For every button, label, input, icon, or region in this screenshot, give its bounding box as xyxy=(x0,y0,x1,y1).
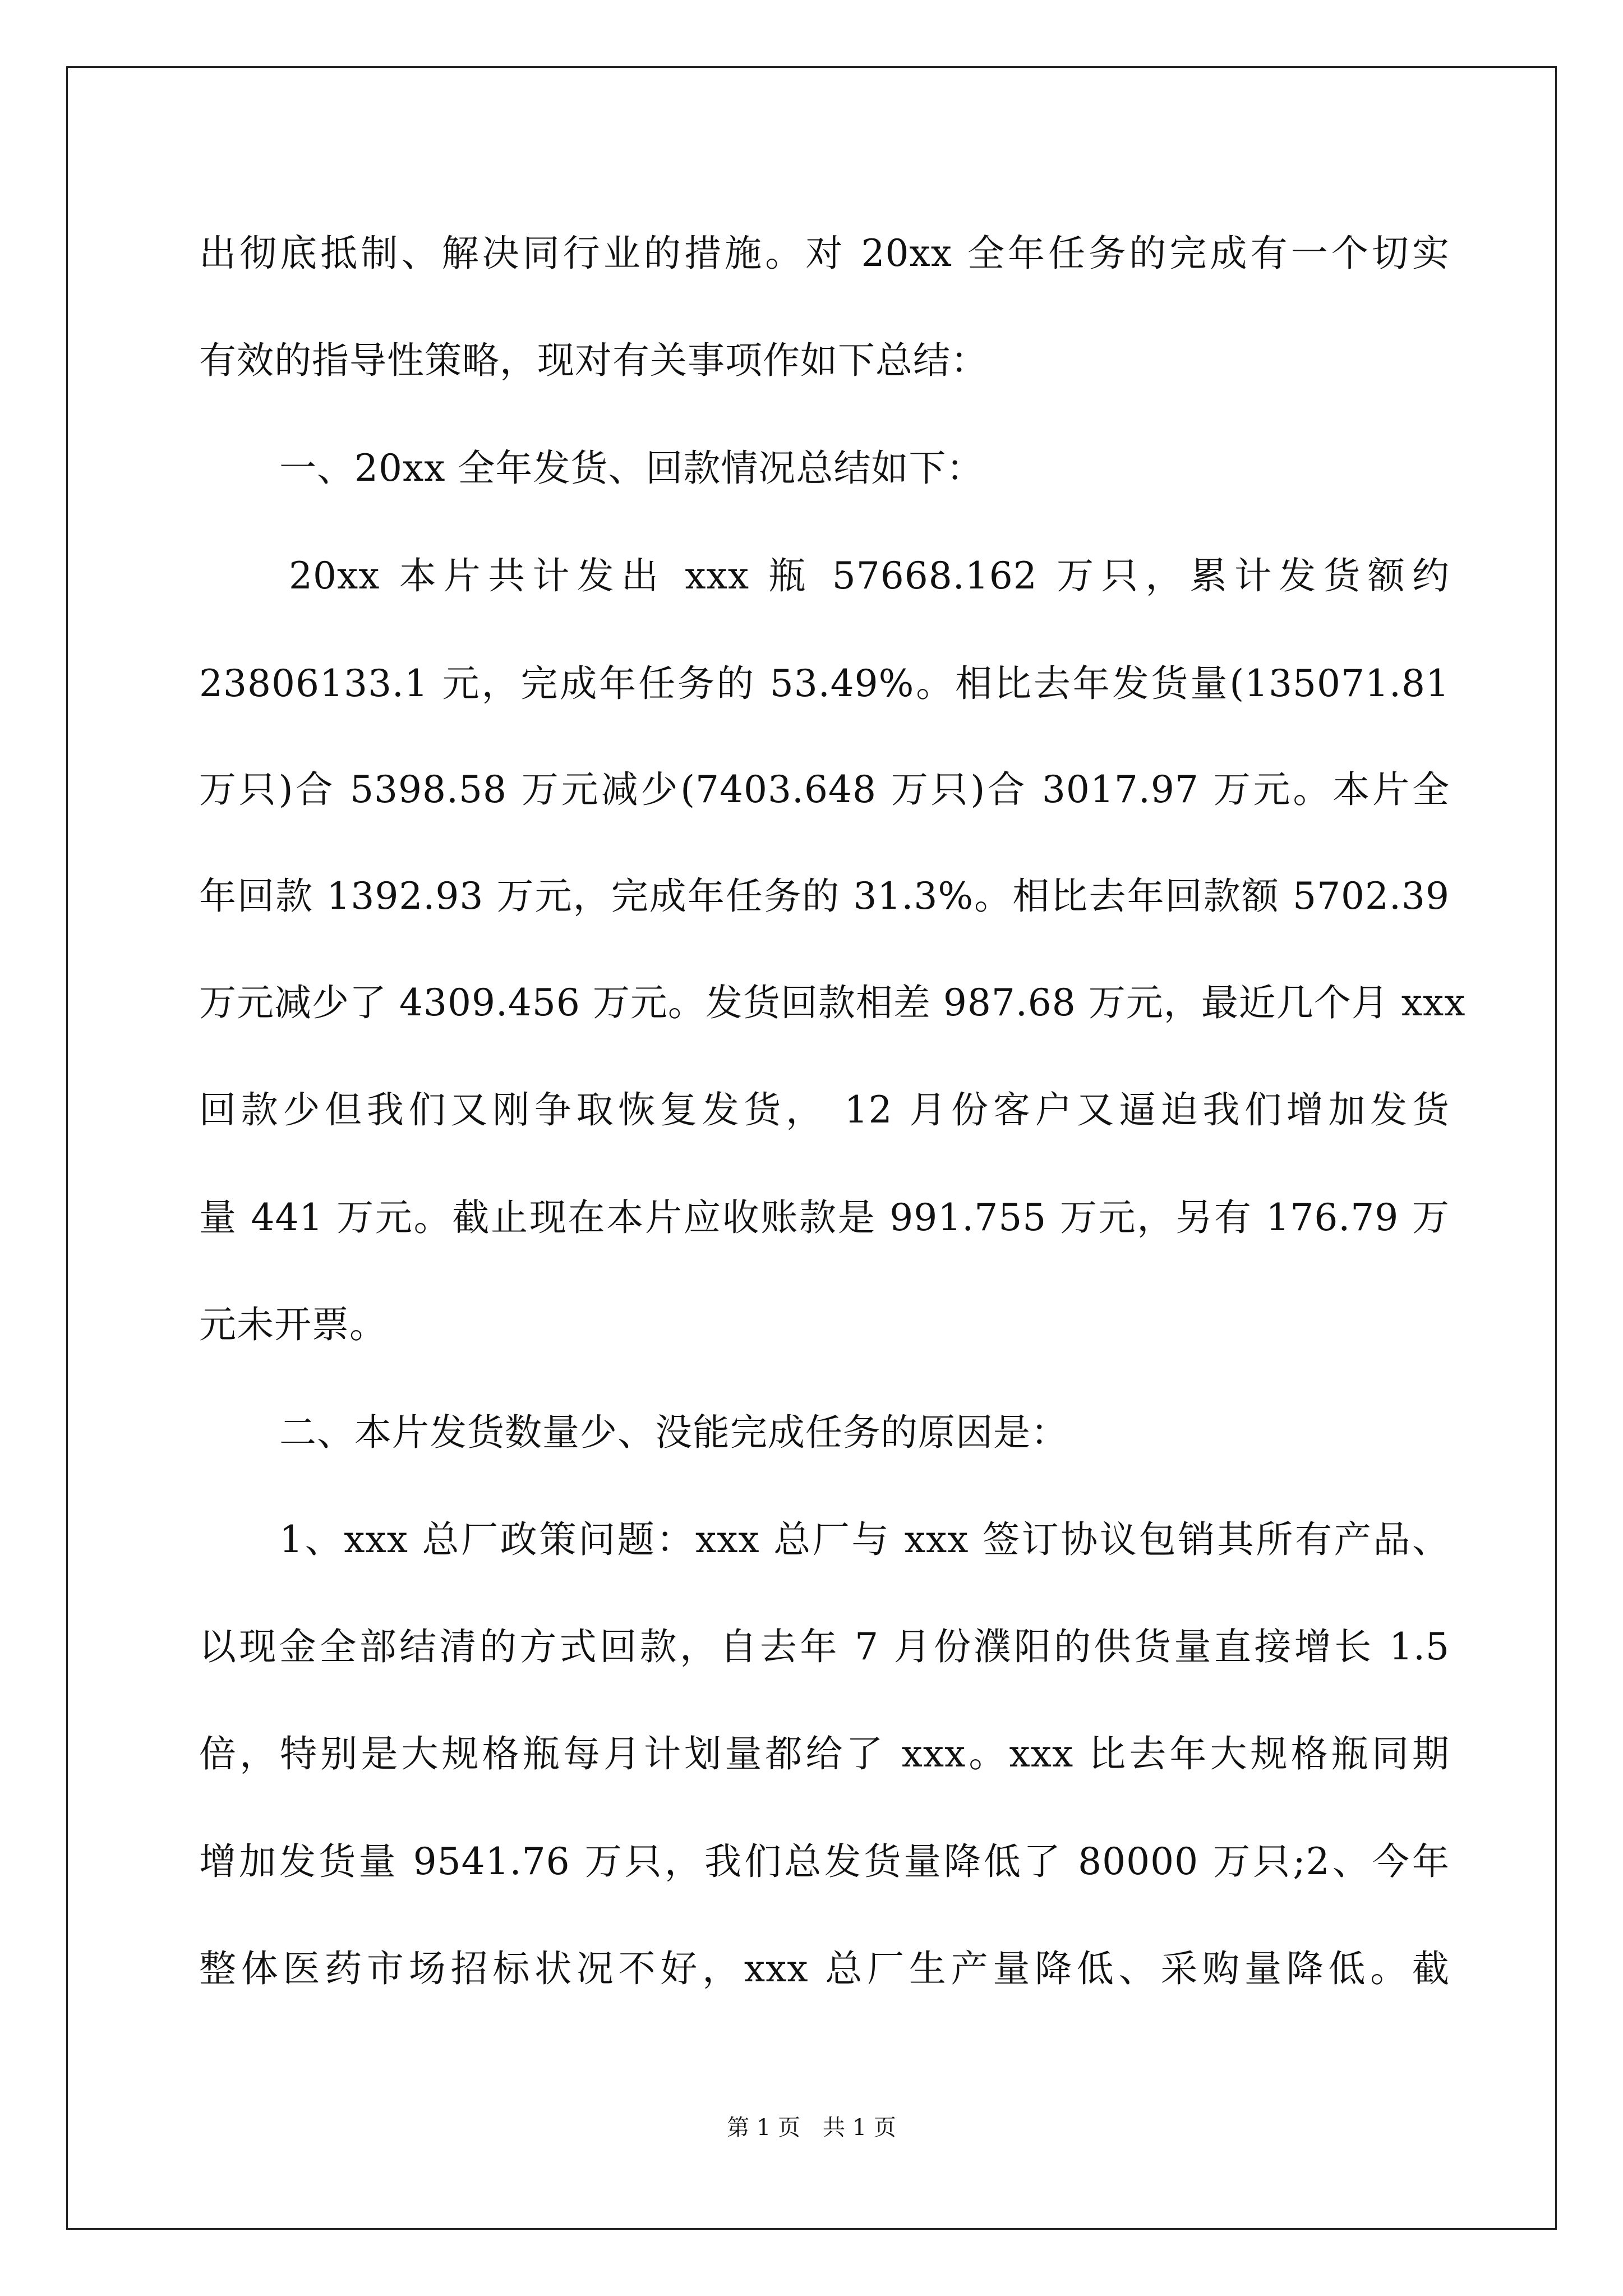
text-line-1: 出彻底抵制、解决同行业的措施。对 20xx 全年任务的完成有一个切实 xyxy=(199,232,1450,275)
text-line-11: 元未开票。 xyxy=(199,1303,387,1346)
page-border xyxy=(66,66,1557,2230)
page-number-footer: 第 1 页 共 1 页 xyxy=(727,2115,896,2141)
text-line-15: 倍，特别是大规格瓶每月计划量都给了 xxx。xxx 比去年大规格瓶同期 xyxy=(199,1732,1450,1775)
text-line-6: 万只)合 5398.58 万元减少(7403.648 万只)合 3017.97 万元。本片全 xyxy=(199,768,1450,811)
section-heading-1: 一、20xx 全年发货、回款情况总结如下： xyxy=(279,447,984,490)
text-line-4: 20xx 本片共计发出 xxx 瓶 57668.162 万只，累计发货额约 xyxy=(289,554,1450,597)
text-line-2: 有效的指导性策略，现对有关事项作如下总结： xyxy=(199,339,988,382)
section-heading-2: 二、本片发货数量少、没能完成任务的原因是： xyxy=(279,1411,1068,1454)
text-line-8: 万元减少了 4309.456 万元。发货回款相差 987.68 万元，最近几个月 xxx xyxy=(199,981,1466,1024)
text-line-14: 以现金全部结清的方式回款，自去年 7 月份濮阳的供货量直接增长 1.5 xyxy=(199,1625,1450,1668)
text-line-10: 量 441 万元。截止现在本片应收账款是 991.755 万元，另有 176.79 万 xyxy=(199,1196,1450,1239)
text-line-16: 增加发货量 9541.76 万只，我们总发货量降低了 80000 万只;2、今年 xyxy=(199,1840,1450,1883)
text-line-13: 1、xxx 总厂政策问题：xxx 总厂与 xxx 签订协议包销其所有产品、 xyxy=(279,1518,1450,1561)
text-line-7: 年回款 1392.93 万元，完成年任务的 31.3%。相比去年回款额 5702.39 xyxy=(199,875,1450,918)
text-line-9: 回款少但我们又刚争取恢复发货， 12 月份客户又逼迫我们增加发货 xyxy=(199,1088,1450,1131)
text-line-17: 整体医药市场招标状况不好，xxx 总厂生产量降低、采购量降低。截 xyxy=(199,1947,1450,1990)
text-line-5: 23806133.1 元，完成年任务的 53.49%。相比去年发货量(135071.81 xyxy=(199,662,1450,705)
